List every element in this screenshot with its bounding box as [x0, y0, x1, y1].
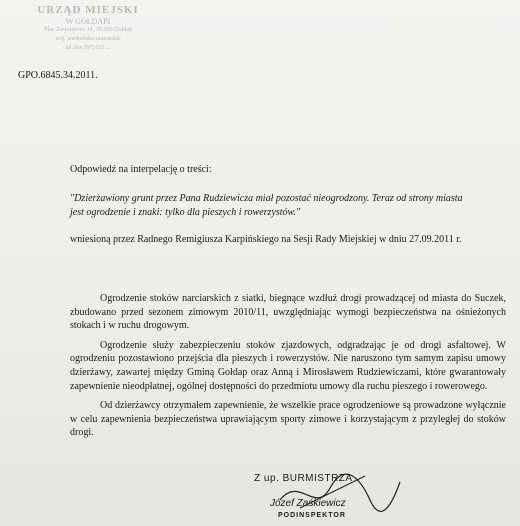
stamp-line-3: Plac Zwycięstwa 14, 19-500 Gołdap — [44, 27, 132, 33]
stamp-line-5: tel./fax (87) 615 ... — [65, 45, 111, 51]
stamp-line-4: woj. warmińsko-mazurskie — [55, 36, 121, 42]
signature-title: Z up. BURMISTRZA — [254, 473, 353, 484]
paragraph-3: Od dzierżawcy otrzymałem zapewnienie, że wszelkie prace ogrodzeniowe są prowadzone wyłącznie w celu zapewnienia bezpieczeństwa uprawiającym sporty zimowe i korzystającym z przyległej do stoków drogi. — [70, 400, 506, 439]
signatory-role: PODINSPEKTOR — [278, 512, 346, 519]
reference-number: GPO.6845.34.2011. — [18, 70, 98, 81]
source-line: wniesioną przez Radnego Remigiusza Karpińskiego na Sesji Rady Miejskiej w dniu 27.09.2011 r. — [70, 234, 462, 245]
paragraph-1: Ogrodzenie stoków narciarskich z siatki, biegnące wzdłuż drogi prowadzącej od miasta do Suczek, zbudowano przed sezonem zimowym 2010/11, uwzględniając wymogi bezpieczeństwa na ośnieżonych stokach i w ruchu drogowym. — [70, 293, 506, 332]
quote-line-1: "Dzierżawiony grunt przez Pana Rudziewicza miał pozostać nieogrodzony. Teraz od strony miasta — [70, 193, 463, 204]
quote-line-2: jest ogrodzenie i znaki: tylko dla pieszych i rowerzystów." — [70, 207, 301, 218]
office-stamp — [18, 4, 158, 53]
stamp-line-1: URZĄD MIEJSKI — [37, 4, 139, 16]
intro-line: Odpowiedź na interpelację o treści: — [70, 164, 212, 175]
signatory-name: Józef Zaśkiewicz — [270, 498, 346, 509]
signature-block — [230, 470, 430, 526]
paragraph-2: Ogrodzenie służy zabezpieczeniu stoków zjazdowych, odgradzając je od drogi asfaltowej. W ogrodzeniu pozostawiono przejścia dla pieszych i rowerzystów. Nie naruszono tym samym zapisu umowy dzierżawy, zawartej między Gminą Gołdap oraz Anną i Mirosławem Rudziewiczami, które gwarantowały zapewnienie nieodpłatnej, ogólnej dostępności do przedmiotu umowy dla ruchu pieszego i rowerowego. — [70, 339, 506, 392]
stamp-line-2: W GOŁDAPI — [65, 17, 111, 26]
quoted-interpellation — [70, 192, 500, 220]
letter-body — [70, 292, 506, 440]
